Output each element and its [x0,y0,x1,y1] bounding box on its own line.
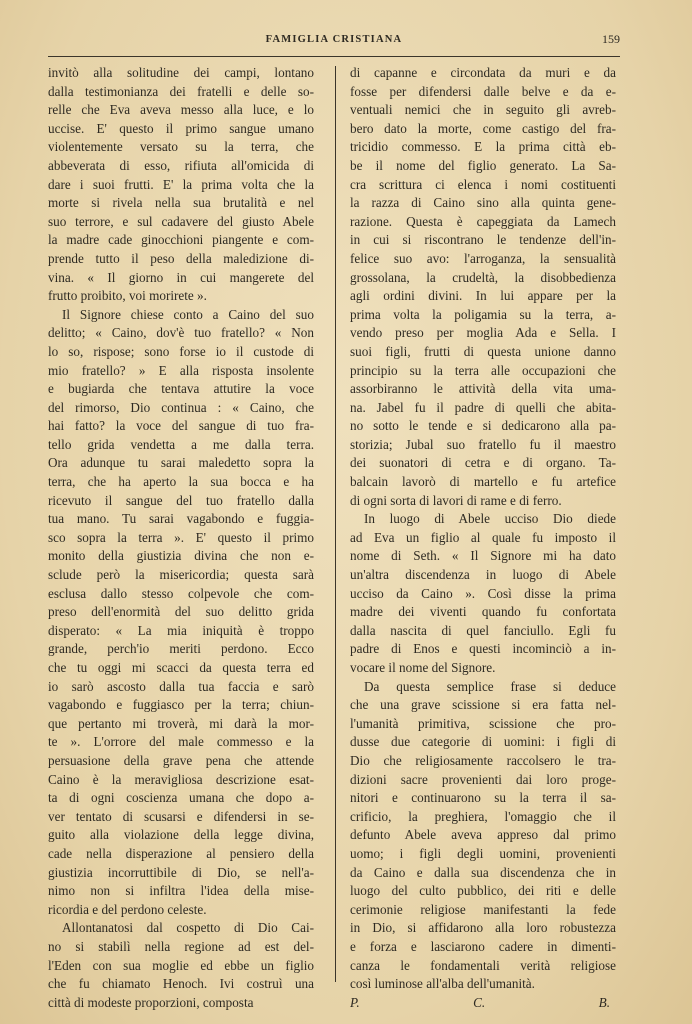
text-line: razione. Questa è capeggiata da Lamech [350,213,616,229]
text-line: ventuali nemici che in seguito gli avreb- [350,102,616,118]
text-line: cade nella disperazione al pensiero della [48,845,314,861]
text-line: nome di Seth. « Il Signore mi ha dato [350,548,616,564]
text-line: io sarò ascosto dalla tua faccia e sarò [48,678,314,694]
text-line: Allontanatosi dal cospetto di Dio Cai- [62,920,314,936]
text-line: tello grida vendetta a me dalla terra. [48,436,314,452]
text-line: ricevuto il sangue del tuo fratello dalla [48,492,314,508]
text-line: In luogo di Abele ucciso Dio diede [364,511,616,527]
text-line: bero dato la morte, come castigo del fra- [350,120,616,136]
text-line: dusse due categorie di uomini: i figli di [350,734,616,750]
text-line: fosse per difendersi dalle belve e da e- [350,83,616,99]
text-line: luogo del culto pubblico, dei riti e delle [350,883,616,899]
text-line: Il Signore chiese conto a Caino del suo [62,306,314,322]
text-line: vagabondo e fuggiasco per la terra; chiun- [48,697,314,713]
text-line: storizia; Jubal suo fratello fu il maestro [350,436,616,452]
text-line: del rimorso, Dio continua : « Caino, che [48,399,314,415]
text-line: terra, che ha aperto la sua bocca e ha [48,474,314,490]
text-line: frutto proibito, voi morirete ». [48,288,207,304]
text-line: na. Jabel fu il padre di quelli che abita- [350,399,616,415]
text-line: suo terrore, e sul cadavere del giusto Abele [48,213,314,229]
text-line: canza le fondamentali verità religiose [350,957,616,973]
header-rule [48,56,620,57]
text-line: crificio, la preghiera, l'omaggio che il [350,808,616,824]
text-line: vocare il nome del Signore. [350,660,496,675]
left-column [48,64,314,1012]
page-header [48,34,620,54]
text-line: principio su la terra alle occupazioni che [350,362,616,378]
text-line: preso dell'enormità del suo delitto grida [48,604,314,620]
text-line: hai fatto? la voce del sangue di tuo fra- [48,418,314,434]
text-line: la razza di Caino sino alla quinta gene- [350,195,616,211]
text-line: te ». L'orrore del male commesso e la [48,734,314,750]
text-line: balcain lavorò di martello e fu artefice [350,474,616,490]
text-line: un'altra discendenza in luogo di Abele [350,567,616,583]
text-line: padre di Enos e questi incominciò a in- [350,641,616,657]
text-line: vina. « Il giorno in cui mangerete del [48,269,314,285]
text-line: la madre cade ginocchioni piangente e com- [48,232,314,248]
magazine-title: FAMIGLIA CRISTIANA [265,34,403,45]
text-line: defunto Abele aveva appreso dal primo [350,827,616,843]
text-line: guito alla violazione della legge divina, [48,827,314,843]
text-line: prima volta la poligamia su la terra, a- [350,306,616,322]
text-line: mio fratello? » E alla risposta insolente [48,362,314,378]
text-line: relle che Eva aveva messo alla luce, e lo [48,102,314,118]
text-line: invitò alla solitudine dei campi, lontano [48,65,314,80]
text-line: nitori e continuarono su la terra il sa- [350,790,616,806]
text-line: vendo preso per moglia Ada e Sella. I [350,325,616,341]
author-signature: P. C. B. [350,994,610,1010]
text-line: disperato: « La mia iniquità è troppo [48,622,314,638]
text-line: violentemente versato su la terra, che [48,139,314,155]
text-line: grossolana, la crudeltà, la disobbedienza [350,269,616,285]
text-line: e forza e lasciarono cadere in dimenti- [350,938,616,954]
text-line: esclusa dallo stesso colpevole che com- [48,585,314,601]
text-line: suoi figli, frutti di questa unione danno [350,343,616,359]
text-line: madre dei viventi quando fu confortata [350,604,616,620]
text-line: felice suo avo: l'arroganza, la sensualità [350,250,616,266]
text-line: giustizia incorruttibile di Dio, se nell'a- [48,864,314,880]
text-line: di capanne e circondata da muri e da [350,65,616,80]
column-divider [335,66,336,982]
text-line: abbeverata di esso, rifiuta all'omicida di [48,157,314,173]
text-line: dei suonatori di cetra e di organo. Ta- [350,455,616,471]
text-line: Caino è la meravigliosa descrizione esat- [48,771,314,787]
text-line: dare i suoi frutti. E' la prima volta che la [48,176,314,192]
text-line: monito della giustizia divina che non e- [48,548,314,564]
text-line: ver tentato di scusarsi e difendersi in se- [48,808,314,824]
text-line: che tu oggi mi scacci da questa terra ed [48,660,314,675]
text-line: uccise. E' questo il primo sangue umano [48,120,314,136]
text-line: che una grave scissione si era fatta nel- [350,697,616,713]
text-line: in Dio, si affidarono alla loro robustezza [350,920,616,936]
text-line: dizioni sacre provenienti dai loro proge- [350,771,616,787]
text-line: ad Eva un figlio al quale fu imposto il [350,529,616,545]
text-line: tua mano. Tu sarai vagabondo e fuggia- [48,511,314,527]
text-line: cerimonie religiose manifestanti la fede [350,901,616,917]
text-line: uomo; i figli degli uomini, provenienti [350,845,616,861]
text-line: Da questa semplice frase si deduce [364,678,616,694]
text-line: cra scrittura ci elenca i nomi costituenti [350,176,616,192]
text-line: agli ordini divini. In lui appare per la [350,288,616,304]
text-line: ucciso da Caino ». Così disse la prima [350,585,616,601]
text-line: da Caino e dalla sua discendenza che in [350,864,616,880]
text-line: città di modeste proporzioni, composta [48,994,254,1010]
text-line: assorbiranno le attività della vita uma- [350,381,616,397]
right-column [350,64,616,1012]
text-line: sco sopra la terra ». E' questo il primo [48,529,314,545]
text-line: delitto; « Caino, dov'è tuo fratello? « Non [48,325,314,341]
text-line: dalla testimonianza dei fratelli e delle so- [48,83,314,99]
text-line: l'umanità primitiva, scissione che pro- [350,715,616,731]
text-line: che fu chiamato Henoch. Ivi costruì una [48,976,314,992]
page-number: 159 [602,32,620,46]
text-line: ricordia e del perdono celeste. [48,901,207,917]
text-line: lo so, rispose; sono forse io il custode di [48,343,314,359]
text-line: di ogni sorta di lavori di rame e di ferro. [350,492,562,508]
text-line: prende tutto il peso della maledizione di- [48,250,314,266]
text-line: sclude però la misericordia; questa sarà [48,567,314,583]
text-line: così luminose all'alba dell'umanità. [350,976,535,992]
text-line: que pertanto mi troverà, mi darà la mor- [48,715,314,731]
text-line: Dio che religiosamente raccolsero le tra- [350,752,616,768]
text-line: ta di ogni coscienza umana che dopo a- [48,790,314,806]
text-line: be il nome del figlio generato. La Sa- [350,157,616,173]
text-line: morte si rivela nella sua brutalità e nel [48,195,314,211]
text-line: l'Eden con sua moglie ed ebbe un figlio [48,957,314,973]
text-line: e bugiarda che tentava attutire la voce [48,381,314,397]
text-line: Ora adunque tu sarai maledetto sopra la [48,455,314,471]
text-line: no sotto le tende e si dedicarono alla pa- [350,418,616,434]
text-line: tricidio commesso. E la prima città eb- [350,139,616,155]
text-line: nimo non si infiltra l'idea della mise- [48,883,314,899]
text-line: no si stabilì nella regione ad est del- [48,938,314,954]
text-line: in cui si riscontrano le tendenze dell'in- [350,232,616,248]
text-line: persuasione della grave pena che attende [48,752,314,768]
text-line: grande, perch'io meriti perdono. Ecco [48,641,314,657]
text-line: dalla nascita di quel fanciullo. Egli fu [350,622,616,638]
